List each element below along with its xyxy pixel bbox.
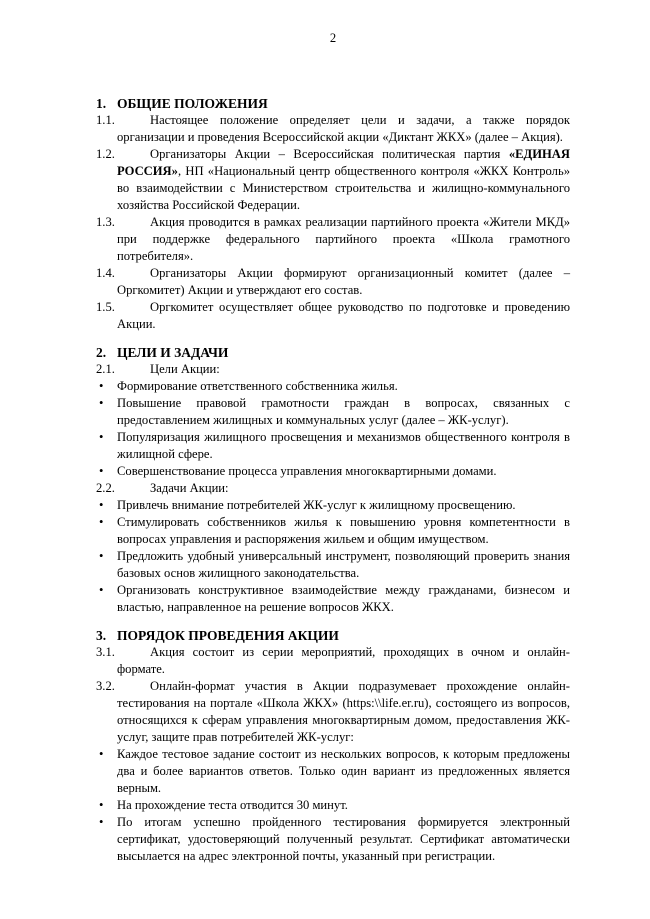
bullet-item: [96, 378, 570, 395]
section-number: 1.: [96, 96, 107, 111]
bullet-text: Предложить удобный универсальный инструмент, позволяющий проверить знания базовых основ жилищного законодательства.: [117, 549, 570, 580]
bullet-text: По итогам успешно пройденного тестирования формируется электронный сертификат, удостоверяющий полученный результат. Сертификат автоматически высылается на адрес электронной почты, указанный при регистрации.: [117, 815, 570, 863]
item-number: 1.1.: [96, 113, 115, 127]
numbered-item-1-3: [96, 214, 570, 265]
item-text: Цели Акции:: [150, 362, 220, 376]
section-goals-tasks: [96, 344, 570, 616]
section-number: 2.: [96, 345, 107, 360]
bullet-item: [96, 582, 570, 616]
bullet-marker: •: [99, 396, 104, 410]
item-text: Организаторы Акции формируют организационный комитет (далее – Оргкомитет) Акции и утверждают его состав.: [117, 266, 570, 297]
item-number: 3.1.: [96, 645, 115, 659]
bullet-item: [96, 514, 570, 548]
section-heading: [96, 95, 570, 112]
item-text: Онлайн-формат участия в Акции подразумевает прохождение онлайн-тестирования на портале «Школа ЖКХ» (https:\\life.er.ru), состоящего из вопросов, относящихся к сферам управления многоквартирным домом, предоставления ЖК-услуг, защите прав потребителей ЖК-услуг:: [117, 679, 570, 744]
bullet-item: [96, 463, 570, 480]
page-number: 2: [329, 31, 337, 45]
bullet-item: [96, 548, 570, 582]
bullet-item: [96, 814, 570, 865]
numbered-item-1-5: [96, 299, 570, 333]
item-number: 1.2.: [96, 147, 115, 161]
item-text: Акция состоит из серии мероприятий, проходящих в очном и онлайн-формате.: [117, 645, 570, 676]
document-content: [96, 95, 570, 865]
item-text: Оргкомитет осуществляет общее руководство по подготовке и проведению Акции.: [117, 300, 570, 331]
section-heading: [96, 627, 570, 644]
numbered-item-1-1: [96, 112, 570, 146]
bullet-item: [96, 429, 570, 463]
numbered-item-3-1: [96, 644, 570, 678]
item-text: , НП «Национальный центр общественного контроля «ЖКХ Контроль» во взаимодействии с Министерством строительства и жилищно-коммунального хозяйства Российской Федерации.: [117, 164, 570, 212]
bullet-marker: •: [99, 464, 104, 478]
bold-party-name: «ЕДИНАЯ РОССИЯ»: [117, 147, 570, 178]
numbered-item-1-4: [96, 265, 570, 299]
item-number: 3.2.: [96, 679, 115, 693]
bullet-text: Привлечь внимание потребителей ЖК-услуг к жилищному просвещению.: [117, 498, 516, 512]
bullet-text: Популяризация жилищного просвещения и механизмов общественного контроля в жилищной сфере.: [117, 430, 570, 461]
item-number: 1.5.: [96, 300, 115, 314]
section-procedure: [96, 627, 570, 865]
numbered-item-3-2: [96, 678, 570, 746]
section-title: ЦЕЛИ И ЗАДАЧИ: [117, 345, 229, 360]
bullet-item: [96, 746, 570, 797]
bullet-marker: •: [99, 815, 104, 829]
bullet-marker: •: [99, 498, 104, 512]
bullet-text: Совершенствование процесса управления многоквартирными домами.: [117, 464, 497, 478]
item-text: Организаторы Акции – Всероссийская политическая партия: [150, 147, 509, 161]
section-title: ПОРЯДОК ПРОВЕДЕНИЯ АКЦИИ: [117, 628, 339, 643]
bullet-item: [96, 395, 570, 429]
numbered-item-2-2: [96, 480, 570, 497]
numbered-item-1-2: [96, 146, 570, 214]
item-number: 2.1.: [96, 362, 115, 376]
bullet-text: На прохождение теста отводится 30 минут.: [117, 798, 348, 812]
section-heading: [96, 344, 570, 361]
bullet-marker: •: [99, 583, 104, 597]
item-text: Акция проводится в рамках реализации партийного проекта «Жители МКД» при поддержке федерального партийного проекта «Школа грамотного потребителя».: [117, 215, 570, 263]
bullet-marker: •: [99, 747, 104, 761]
section-title: ОБЩИЕ ПОЛОЖЕНИЯ: [117, 96, 268, 111]
item-number: 1.4.: [96, 266, 115, 280]
bullet-marker: •: [99, 379, 104, 393]
bullet-item: [96, 797, 570, 814]
bullet-marker: •: [99, 515, 104, 529]
bullet-text: Повышение правовой грамотности граждан в вопросах, связанных с предоставлением жилищных и коммунальных услуг (далее – ЖК-услуг).: [117, 396, 570, 427]
bullet-marker: •: [99, 798, 104, 812]
item-text: Настоящее положение определяет цели и задачи, а также порядок организации и проведения Всероссийской акции «Диктант ЖКХ» (далее – Акция).: [117, 113, 570, 144]
bullet-text: Стимулировать собственников жилья к повышению уровня компетентности в вопросах управления и распоряжения жильем и общим имуществом.: [117, 515, 570, 546]
bullet-text: Формирование ответственного собственника жилья.: [117, 379, 398, 393]
item-text: Задачи Акции:: [150, 481, 229, 495]
item-number: 1.3.: [96, 215, 115, 229]
item-number: 2.2.: [96, 481, 115, 495]
section-general-provisions: [96, 95, 570, 333]
bullet-text: Организовать конструктивное взаимодействие между гражданами, бизнесом и властью, направленное на решение вопросов ЖКХ.: [117, 583, 570, 614]
bullet-marker: •: [99, 549, 104, 563]
bullet-item: [96, 497, 570, 514]
bullet-text: Каждое тестовое задание состоит из нескольких вопросов, к которым предложены два и более вариантов ответов. Только один вариант из предложенных является верным.: [117, 747, 570, 795]
numbered-item-2-1: [96, 361, 570, 378]
bullet-marker: •: [99, 430, 104, 444]
section-number: 3.: [96, 628, 107, 643]
